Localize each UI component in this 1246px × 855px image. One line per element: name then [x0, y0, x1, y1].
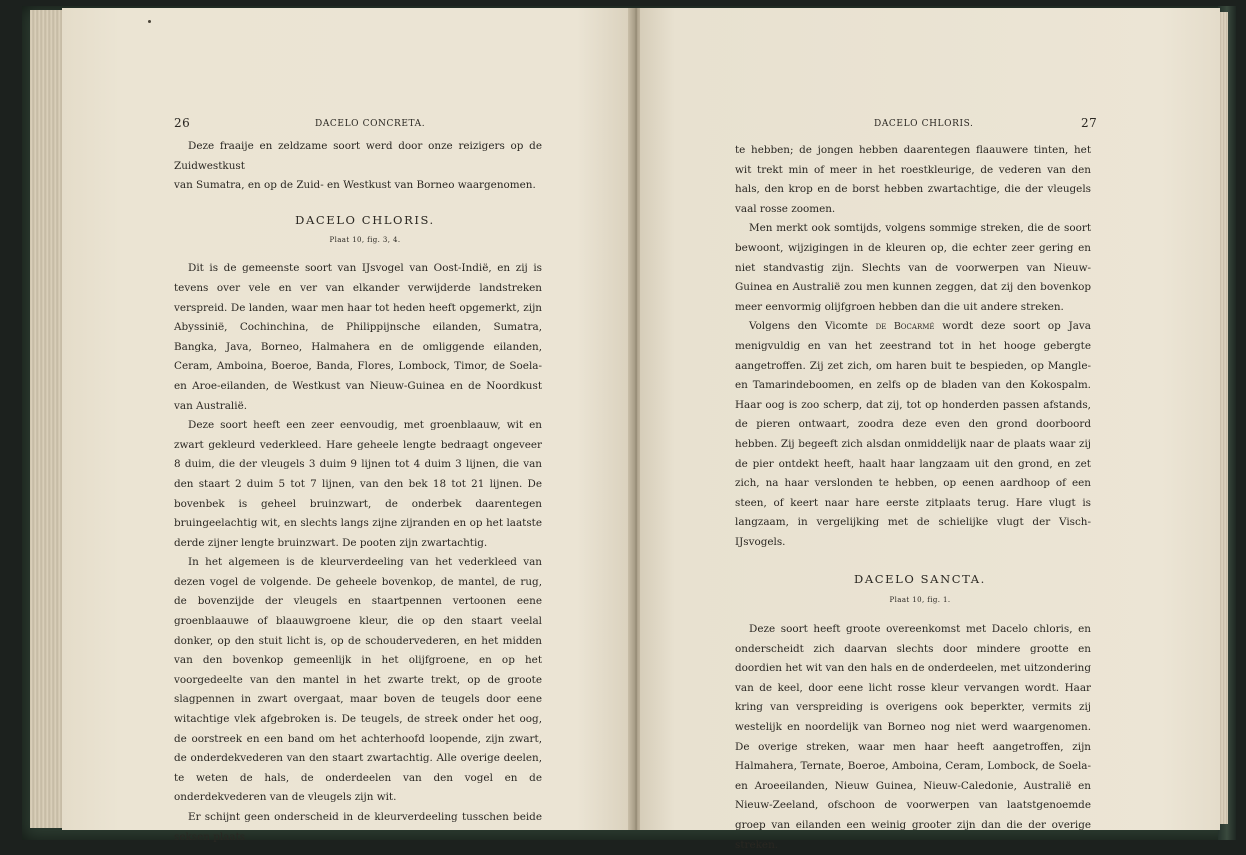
paragraph: Men merkt ook somtijds, volgens sommige streken, die de soort bewoont, wijzigingen in de kleuren op, die echter zeer gering en niet standvastig zijn. Slechts van de voorwerpen van Nieuw-Guinea en Australië zou men kunnen zeggen, dat zij den bovenkop meer eenvormig olijfgroen hebben dan die uit andere streken.: [735, 222, 1091, 313]
paragraph-text: wordt deze soort op Java menigvuldig en van het zeestrand tot in het hooge gebergte aangetroffen. Zij zet zich, om haren buit te bespieden, op Mangle- en Tamarindeboomen, en zelfs op de bladen van den Kokospalm. Haar oog is zoo scherp, dat zij, tot op honderden passen afstands, de pieren ontwaart, zoodra deze even den grond doorboord hebben. Zij begeeft zich alsdan onmiddelijk naar de plaats waar zij de pier ontdekt heeft, haalt haar langzaam uit den grond, en zet zich, na haar verslonden te hebben, op eenen aardhoop of een steen, of keert naar hare eerste zitplaats terug. Hare vlugt is langzaam, in vergelijking met de schielijke vlugt der Visch-IJsvogels.: [735, 320, 1091, 548]
right-page: [640, 8, 1220, 851]
paragraph: Dit is de gemeenste soort van IJsvogel van Oost-Indië, en zij is tevens over vele en ver van elkander verwijderde landstreken verspreid. De landen, waar men haar tot heden heeft opgemerkt, zijn Abyssinië, Cochinchina, de Philippijnsche eilanden, Sumatra, Bangka, Java, Borneo, Halmahera en de omliggende eilanden, Ceram, Amboina, Boeroe, Banda, Flores, Lombock, Timor, de Soela- en Aroe-eilanden, de Westkust van Nieuw-Guinea en de Noordkust van Australië.: [174, 262, 542, 412]
page-number: 27: [1081, 116, 1098, 130]
left-page: [62, 8, 634, 843]
section-title: DACELO SANCTA.: [854, 572, 986, 587]
paragraph: Er schijnt geen onderscheid in de kleurverdeeling tusschen beide seksen plaats: [174, 811, 542, 843]
paper-speck: [148, 20, 151, 23]
intro-line: Deze fraaije en zeldzame soort werd door onze reizigers op de Zuidwestkust: [174, 140, 542, 172]
paragraph: Deze soort heeft een zeer eenvoudig, met groenblaauw, wit en zwart gekleurd vederkleed. Hare geheele lengte bedraagt ongeveer 8 duim, die der vleugels 3 duim 9 lijnen tot 4 duim 3 lijnen, die van den staart 2 duim 5 tot 7 lijnen, van den bek 18 tot 21 lijnen. De bovenbek is geheel bruinzwart, de onderbek daarentegen bruingeelachtig wit, en slechts langs zijne zijranden en op het laatste derde zijner lengte bruinzwart. De pooten zijn zwartachtig.: [174, 419, 542, 549]
author-name: de Bocarmé: [875, 321, 935, 333]
right-text-block: [735, 141, 1091, 855]
paragraph: [735, 317, 1091, 552]
intro-line: van Sumatra, en op de Zuid- en Westkust van Borneo waargenomen.: [174, 179, 536, 192]
plate-reference: Plaat 10, fig. 3, 4.: [329, 236, 401, 245]
section-title: DACELO CHLORIS.: [295, 212, 435, 227]
paragraph-text: Volgens den Vicomte: [749, 320, 876, 333]
running-head: DACELO CONCRETA.: [315, 119, 426, 129]
running-head: DACELO CHLORIS.: [874, 119, 974, 129]
paragraph: Deze soort heeft groote overeenkomst met Dacelo chloris, en onderscheidt zich daarvan slechts door mindere grootte en doordien het wit van den hals en de onderdeelen, met uitzondering van de keel, door eene licht rosse kleur vervangen wordt. Haar kring van verspreiding is overigens ook beperkter, vermits zij westelijk en noordelijk van Borneo nog niet werd waargenomen. De overige streken, waar men haar heeft aangetroffen, zijn Halmahera, Ternate, Boeroe, Amboina, Ceram, Lombock, de Soela- en Aroeeilanden, Nieuw Guinea, Nieuw-Caledonie, Australië en Nieuw-Zeeland, ofschoon de voorwerpen van laatstgenoemde groep van eilanden een weinig grooter zijn dan die der overige streken.: [735, 623, 1091, 851]
plate-reference: Plaat 10, fig. 1.: [889, 596, 951, 605]
paragraph: te hebben; de jongen hebben daarentegen flaauwere tinten, het wit trekt min of meer in het roestkleurige, de vederen van den hals, den krop en de borst hebben zwartachtige, die der vleugels vaal rosse zoomen.: [735, 144, 1091, 215]
paragraph: In het algemeen is de kleurverdeeling van het vederkleed van dezen vogel de volgende. De geheele bovenkop, de mantel, de rug, de bovenzijde der vleugels en staartpennen vertoonen eene groenblaauwe of blaauwgroene kleur, die op den staart veelal donker, op den stuit licht is, op de schoudervederen, en het midden van den bovenkop gemeenlijk in het olijfgroene, en op het voorgedeelte van den mantel in het zwarte trekt, op de groote slagpennen in zwart overgaat, maar boven de teugels door eene witachtige vlek afgebroken is. De teugels, de streek onder het oog, de oorstreek en een band om het achterhoofd loopende, zijn zwart, de onderdekvederen van den staart zwartachtig. Alle overige deelen, te weten de hals, de onderdeelen van den vogel en de onderdekvederen van de vleugels zijn wit.: [174, 556, 542, 804]
page-number: 26: [174, 116, 191, 130]
left-text-block: [174, 137, 542, 847]
